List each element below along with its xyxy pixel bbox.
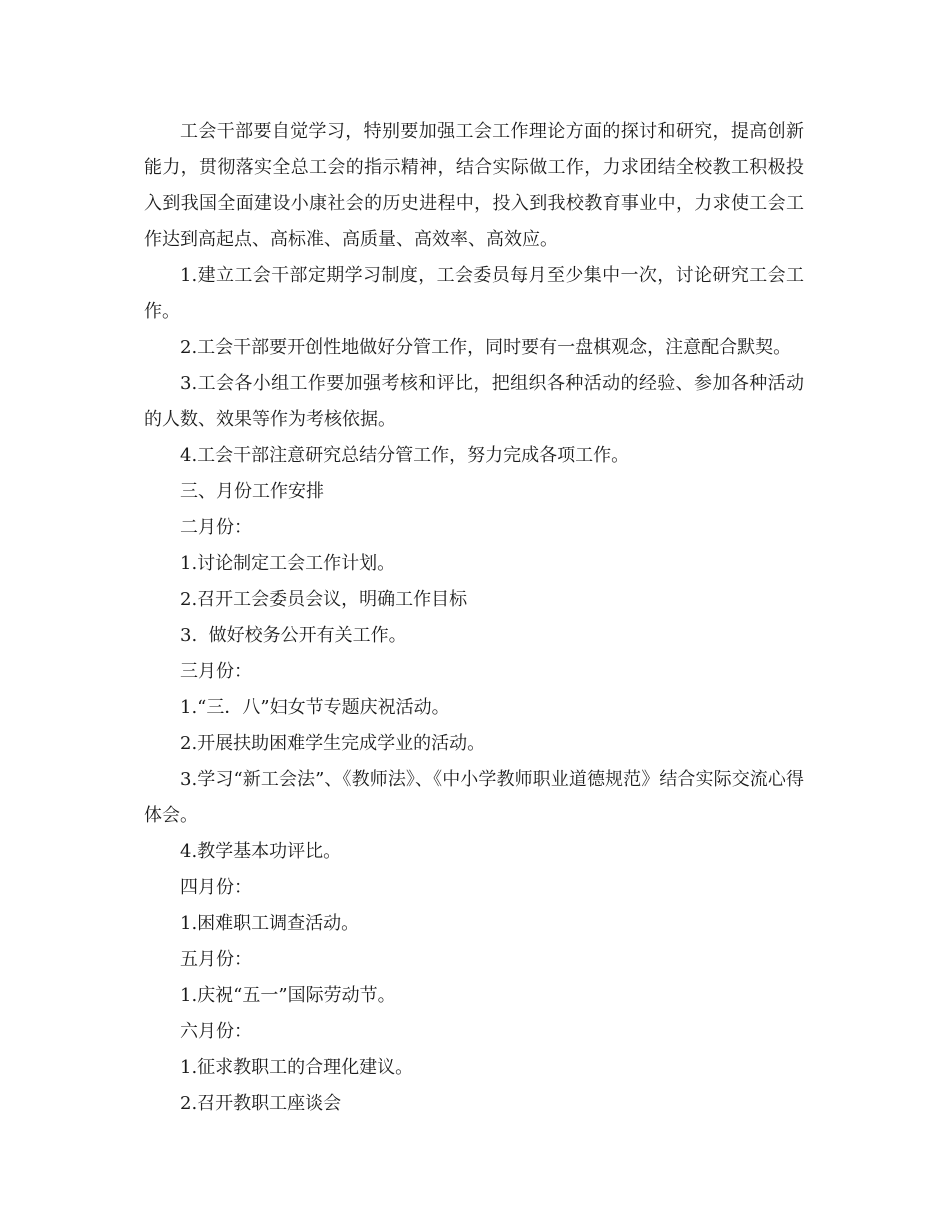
item-group-assessment: 3.工会各小组工作要加强考核和评比，把组织各种活动的经验、参加各种活动的人数、效果等作为考核依据。 <box>144 373 804 430</box>
list-item: 2.召开教职工座谈会 <box>180 1093 342 1114</box>
intro-paragraph: 工会干部要自觉学习，特别要加强工会工作理论方面的探讨和研究，提高创新能力，贯彻落实全总工会的指示精神，结合实际做工作，力求团结全校教工积极投入到我国全面建设小康社会的历史进程中，投入到我校教育事业中，力求使工会工作达到高起点、高标准、高质量、高效率、高效应。 <box>144 121 804 250</box>
list-item: 4.教学基本功评比。 <box>180 841 342 862</box>
list-item: 1.庆祝“五一”国际劳动节。 <box>180 985 396 1006</box>
month-heading-april: 四月份： <box>180 877 252 898</box>
document-body <box>144 114 804 1122</box>
list-item: 3. 做好校务公开有关工作。 <box>180 625 407 646</box>
list-item: 2.召开工会委员会议，明确工作目标 <box>180 589 468 610</box>
month-heading-february: 二月份： <box>180 517 252 538</box>
month-heading-june: 六月份： <box>180 1021 252 1042</box>
item-study-system: 1.建立工会干部定期学习制度，工会委员每月至少集中一次，讨论研究工会工作。 <box>144 265 804 322</box>
list-item: 1.讨论制定工会工作计划。 <box>180 553 396 574</box>
item-summary-work: 4.工会干部注意研究总结分管工作，努力完成各项工作。 <box>180 445 630 466</box>
list-item: 2.开展扶助困难学生完成学业的活动。 <box>180 733 486 754</box>
month-heading-may: 五月份： <box>180 949 252 970</box>
section-heading-monthly-plan: 三、月份工作安排 <box>180 481 324 502</box>
item-division-work: 2.工会干部要开创性地做好分管工作，同时要有一盘棋观念，注意配合默契。 <box>180 337 792 358</box>
list-item: 1.征求教职工的合理化建议。 <box>180 1057 414 1078</box>
list-item: 1.困难职工调查活动。 <box>180 913 360 934</box>
list-item: 1.“三．八”妇女节专题庆祝活动。 <box>180 697 450 718</box>
month-heading-march: 三月份： <box>180 661 252 682</box>
list-item: 3.学习“新工会法”、《教师法》、《中小学教师职业道德规范》结合实际交流心得体会。 <box>144 769 804 826</box>
